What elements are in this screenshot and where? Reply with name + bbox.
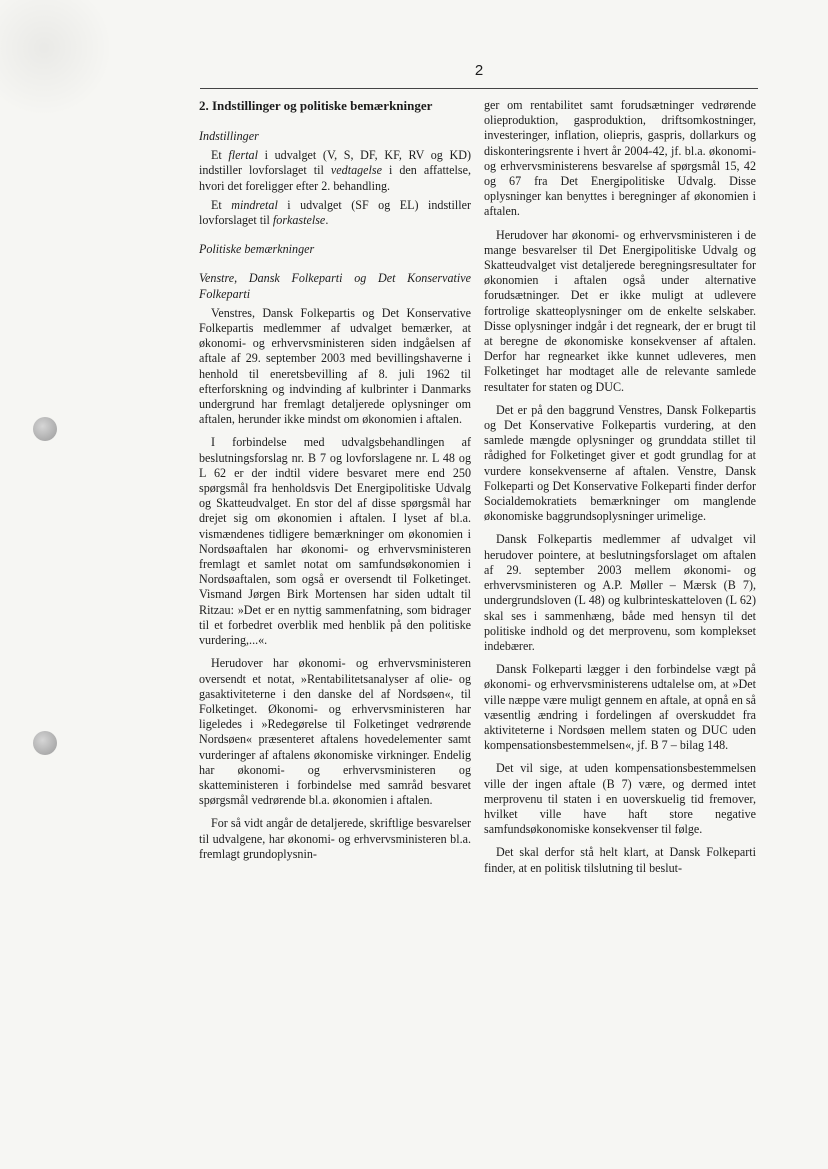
- body-paragraph: I forbindelse med udvalgsbehandlingen af beslutningsforslag nr. B 7 og lovforslagene nr. L 48 og L 62 er der indtil videre besvaret mere end 250 spørgsmål fra henholdsvis Det Energipolitiske Udvalg og Skatteudvalget. En stor del af disse spørgsmål har drejet sig om økonomien i aftalen. I lyset af bl.a. vismændenes tidligere bemærkninger om økonomien i Nordsøaftalen har økonomi- og erhvervsministeren fremlagt et samlet notat om samfundsøkonomien i Nordsøaftalen, som også er oversendt til Folketinget. Vismand Jørgen Birk Mortensen har siden udtalt til Ritzau: »Det er en nyttig sammenfatning, som bidrager til et forbedret overblik med henblik på den politiske vurdering,...«.: [199, 435, 471, 648]
- body-paragraph: Det skal derfor stå helt klart, at Dansk Folkeparti finder, at en politisk tilslutning til beslut-: [484, 845, 756, 875]
- body-paragraph: For så vidt angår de detaljerede, skriftlige besvarelser til udvalgene, har økonomi- og erhvervsministeren bl.a. fremlagt grundoplysnin-: [199, 816, 471, 861]
- parties-heading: Venstre, Dansk Folkeparti og Det Konservative Folkeparti: [199, 271, 471, 301]
- body-paragraph: ger om rentabilitet samt forudsætninger vedrørende olieproduktion, gasproduktion, driftsomkostninger, investeringer, inflation, oliepris, gaspris, dollarkurs og diskonteringsrente i hvert år 2004-42, jf. bl.a. økonomi- og erhvervsministerens besvarelse af spørgsmål 15, 42 og 67 fra Det Energipolitiske Udvalg. Disse oplysninger kan benyttes i beregninger af økonomien i aftalen.: [484, 98, 756, 219]
- punch-hole-lower: [33, 731, 57, 755]
- section-heading: 2. Indstillinger og politiske bemærkninger: [199, 98, 433, 113]
- header-rule: [200, 88, 758, 89]
- body-paragraph: Dansk Folkepartis medlemmer af udvalget vil herudover pointere, at beslutningsforslaget om aftalen af 29. september 2003 mellem økonomi- og erhvervsministeren og A.P. Møller – Mærsk (B 7), undergrundsloven (L 48) og kulbrinteskatteloven (L 62) skal ses i sammenhæng, både med hensyn til det politiske indhold og det merprovenu, som komplekset indebærer.: [484, 532, 756, 653]
- body-paragraph: Det vil sige, at uden kompensationsbestemmelsen ville der ingen aftale (B 7) være, og dermed intet merprovenu til staten i en uoverskuelig tid fremover, hvilket ville have haft store negative samfundsøkonomiske konsekvenser til følge.: [484, 761, 756, 837]
- punch-hole-upper: [33, 417, 57, 441]
- flertal-paragraph: Et flertal i udvalget (V, S, DF, KF, RV og KD) indstiller lovforslaget til vedtagelse i den affattelse, hvori det foreligger efter 2. behandling.: [199, 148, 471, 193]
- politiske-heading: Politiske bemærkninger: [199, 242, 315, 257]
- body-paragraph: Herudover har økonomi- og erhvervsministeren oversendt et notat, »Rentabilitetsanalyser af olie- og gasaktiviteterne i den danske del af Nordsøen«, til Folketinget. Økonomi- og erhvervsministeren har ligeledes i »Redegørelse til Folketinget vedrørende Nordsøen« præsenteret aftalens hovedelementer samt vurderinger af aftalens økonomiske virkninger. Endelig har økonomi- og erhvervsministeren og skatteministeren i forbindelse med samråd besvaret spørgsmål vedrørende bl.a. økonomien i aftalen.: [199, 656, 471, 808]
- indstillinger-heading: Indstillinger: [199, 129, 259, 143]
- mindretal-paragraph: Et mindretal i udvalget (SF og EL) indstiller lovforslaget til forkastelse.: [199, 197, 471, 228]
- left-column: [199, 98, 471, 870]
- right-column: [484, 98, 756, 884]
- body-paragraph: Det er på den baggrund Venstres, Dansk Folkepartis og Det Konservative Folkepartis vurdering, at den samlede mængde oplysninger og grunddata stillet til rådighed for Folketinget giver et godt grundlag for at vurdere konsekvenserne af aftalen. Venstre, Dansk Folkeparti og Det Konservative Folkeparti finder derfor Socialdemokratiets bemærkninger om manglende økonomiske baggrundsoplysninger urimelige.: [484, 402, 756, 524]
- page-number: 2: [474, 62, 484, 79]
- body-paragraph: Herudover har økonomi- og erhvervsministeren i de mange besvarelser til Det Energipolitiske Udvalg og Skatteudvalget vist detaljerede beregningsresultater for økonomien i aftalen også under alternative forudsætninger. Det er ikke muligt at udlevere fortrolige skatteoplysninger om de enkelte selskaber. Disse oplysninger indgår i det regneark, der er brugt til at beregne de økonomiske konsekvenser af aftalen. Derfor har regnearket ikke kunnet udleveres, men Folketinget har modtaget alle de relevante samlede resultater for staten og DUC.: [484, 227, 756, 394]
- body-paragraph: Venstres, Dansk Folkepartis og Det Konservative Folkepartis medlemmer af udvalget bemærker, at økonomi- og erhvervsministeren siden indgåelsen af aftale af 29. september 2003 med bevillingshaverne i henhold til eneretsbevilling af 8. juli 1962 til efterforskning og indvinding af kulbrinter i Danmarks undergrund har fremlagt detaljerede oplysninger om aftalen, herunder ikke mindst om økonomien i aftalen.: [199, 305, 471, 427]
- scan-artifact: [0, 0, 110, 120]
- body-paragraph: Dansk Folkeparti lægger i den forbindelse vægt på økonomi- og erhvervsministerens udtalelse om, at »Det ville næppe være muligt gennem en aftale, at opnå en så væsentlig ændring i fordelingen af overskuddet fra aktiviteterne i Nordsøen mellem staten og DUC uden kompensationsbestemmelsen«, jf. B 7 – bilag 148.: [484, 662, 756, 753]
